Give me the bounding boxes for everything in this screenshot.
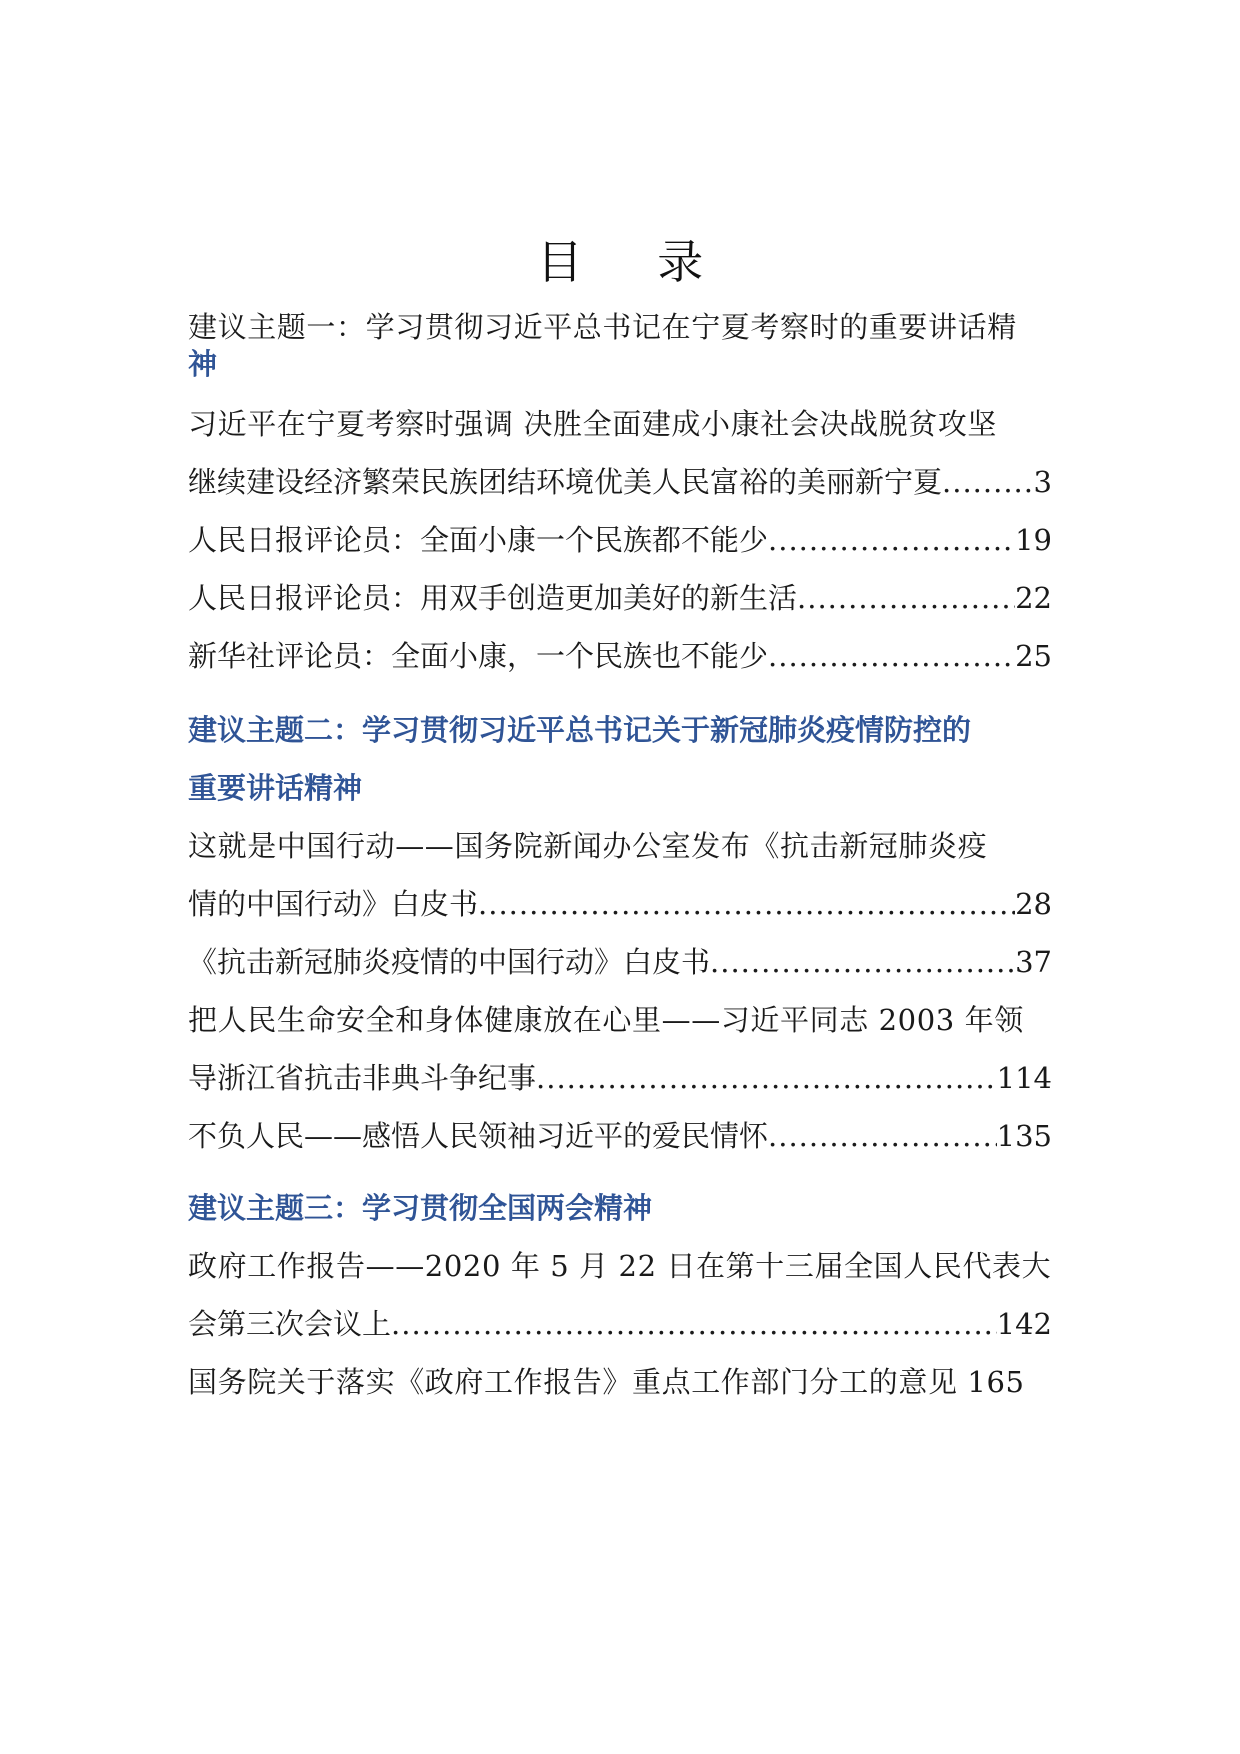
toc-leader-dots bbox=[768, 1114, 997, 1158]
topic-heading: 神 bbox=[188, 347, 218, 381]
toc-entry-title: 情的中国行动》白皮书 bbox=[188, 887, 479, 921]
toc-entry[interactable] bbox=[188, 940, 1052, 984]
toc-entry-title: 不负人民——感悟人民领袖习近平的爱民情怀 bbox=[188, 1119, 769, 1153]
toc-page-number: 135 bbox=[996, 1119, 1052, 1153]
toc-line: 这就是中国行动——国务院新闻办公室发布《抗击新冠肺炎疫 bbox=[188, 829, 988, 863]
toc-page-number: 28 bbox=[1015, 887, 1052, 921]
toc-line: 把人民生命安全和身体健康放在心里——习近平同志 2003 年领 bbox=[188, 1003, 1024, 1037]
toc-entry[interactable] bbox=[188, 1302, 1052, 1346]
toc-page-number: 22 bbox=[1015, 581, 1052, 615]
toc-page-number: 3 bbox=[1033, 465, 1052, 499]
toc-leader-dots bbox=[797, 576, 1015, 620]
toc-entry-title: 新华社评论员：全面小康，一个民族也不能少 bbox=[188, 639, 769, 673]
toc-entry-title: 《抗击新冠肺炎疫情的中国行动》白皮书 bbox=[188, 945, 711, 979]
toc-page-number: 114 bbox=[996, 1061, 1052, 1095]
toc-entry-title: 继续建设经济繁荣民族团结环境优美人民富裕的美丽新宁夏 bbox=[188, 465, 943, 499]
toc-page-number: 19 bbox=[1015, 523, 1052, 557]
toc-page-number: 142 bbox=[996, 1307, 1052, 1341]
toc-page-number: 37 bbox=[1015, 945, 1052, 979]
toc-entry-title: 导浙江省抗击非典斗争纪事 bbox=[188, 1061, 537, 1095]
toc-entry-title: 人民日报评论员：全面小康一个民族都不能少 bbox=[188, 523, 769, 557]
toc-leader-dots bbox=[942, 460, 1034, 504]
toc-leader-dots bbox=[710, 940, 1015, 984]
toc-line: 建议主题一：学习贯彻习近平总书记在宁夏考察时的重要讲话精 bbox=[188, 310, 1017, 344]
toc-entry[interactable] bbox=[188, 1056, 1052, 1100]
toc-entry-title: 人民日报评论员：用双手创造更加美好的新生活 bbox=[188, 581, 798, 615]
toc-entry[interactable] bbox=[188, 576, 1052, 620]
toc-title: 目 录 bbox=[536, 235, 734, 289]
toc-entry[interactable] bbox=[188, 1114, 1052, 1158]
topic-heading: 建议主题二：学习贯彻习近平总书记关于新冠肺炎疫情防控的 bbox=[188, 713, 972, 747]
toc-page-number: 25 bbox=[1015, 639, 1052, 673]
toc-entry[interactable] bbox=[188, 518, 1052, 562]
toc-leader-dots bbox=[768, 634, 1015, 678]
toc-entry[interactable] bbox=[188, 634, 1052, 678]
topic-heading: 重要讲话精神 bbox=[188, 771, 363, 805]
topic-heading: 建议主题三：学习贯彻全国两会精神 bbox=[188, 1191, 653, 1225]
toc-entry[interactable] bbox=[188, 882, 1052, 926]
toc-leader-dots bbox=[768, 518, 1015, 562]
toc-entry[interactable] bbox=[188, 460, 1052, 504]
toc-line: 习近平在宁夏考察时强调 决胜全面建成小康社会决战脱贫攻坚 bbox=[188, 407, 998, 441]
toc-leader-dots bbox=[478, 882, 1015, 926]
toc-line: 国务院关于落实《政府工作报告》重点工作部门分工的意见 165 bbox=[188, 1365, 1025, 1399]
toc-leader-dots bbox=[391, 1302, 997, 1346]
toc-entry-title: 会第三次会议上 bbox=[188, 1307, 392, 1341]
toc-line: 政府工作报告——2020 年 5 月 22 日在第十三届全国人民代表大 bbox=[188, 1249, 1052, 1283]
toc-leader-dots bbox=[536, 1056, 997, 1100]
